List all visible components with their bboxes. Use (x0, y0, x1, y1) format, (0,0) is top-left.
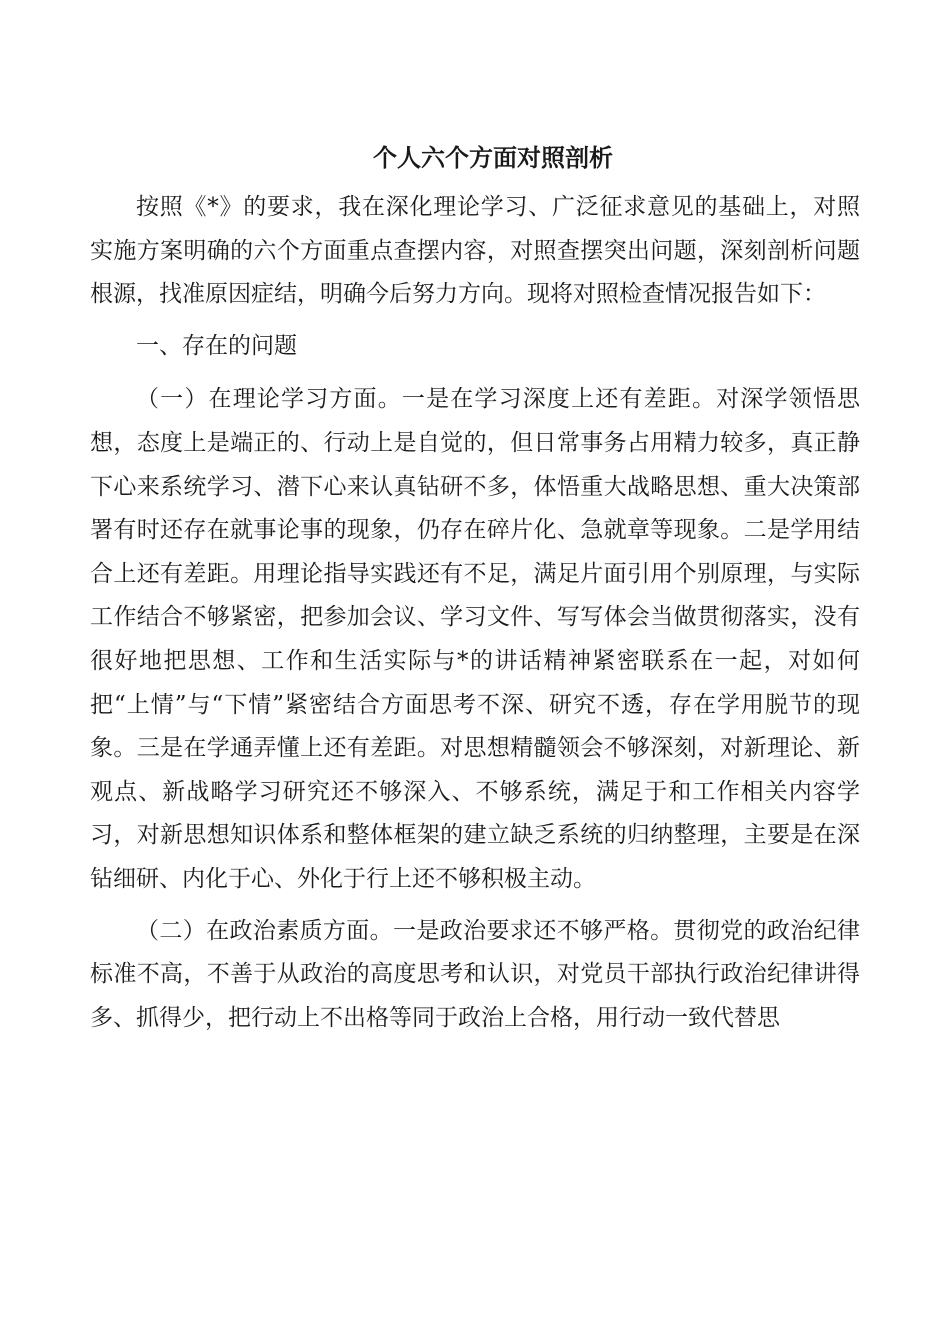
section-heading-problems: 一、存在的问题 (136, 332, 297, 359)
document-body (90, 138, 860, 1048)
paragraph-political-quality: （二）在政治素质方面。一是政治要求还不够严格。贯彻党的政治纪律标准不高，不善于从政治的高度思考和认识，对党员干部执行政治纪律讲得多、抓得少，把行动上不出格等同于政治上合格，用行动一致代替思 (90, 917, 860, 1031)
paragraph-theory-study: （一）在理论学习方面。一是在学习深度上还有差距。对深学领悟思想，态度上是端正的、行动上是自觉的，但日常事务占用精力较多，真正静下心来系统学习、潜下心来认真钻研不多，体悟重大战略思想、重大决策部署有时还存在就事论事的现象，仍存在碎片化、急就章等现象。二是学用结合上还有差距。用理论指导实践还有不足，满足片面引用个别原理，与实际工作结合不够紧密，把参加会议、学习文件、写写体会当做贯彻落实，没有很好地把思想、工作和生活实际与*的讲话精神紧密联系在一起，对如何把“上情”与“下情”紧密结合方面思考不深、研究不透，存在学用脱节的现象。三是在学通弄懂上还有差距。对思想精髓领会不够深刻，对新理论、新观点、新战略学习研究还不够深入、不够系统，满足于和工作相关内容学习，对新思想知识体系和整体框架的建立缺乏系统的归纳整理，主要是在深钻细研、内化于心、外化于行上还不够积极主动。 (90, 386, 860, 892)
document-title: 个人六个方面对照剖析 (373, 143, 613, 172)
intro-paragraph: 按照《*》的要求，我在深化理论学习、广泛征求意见的基础上，对照实施方案明确的六个方面重点查摆内容，对照查摆突出问题，深刻剖析问题根源，找准原因症结，明确今后努力方向。现将对照检查情况报告如下： (90, 194, 860, 308)
